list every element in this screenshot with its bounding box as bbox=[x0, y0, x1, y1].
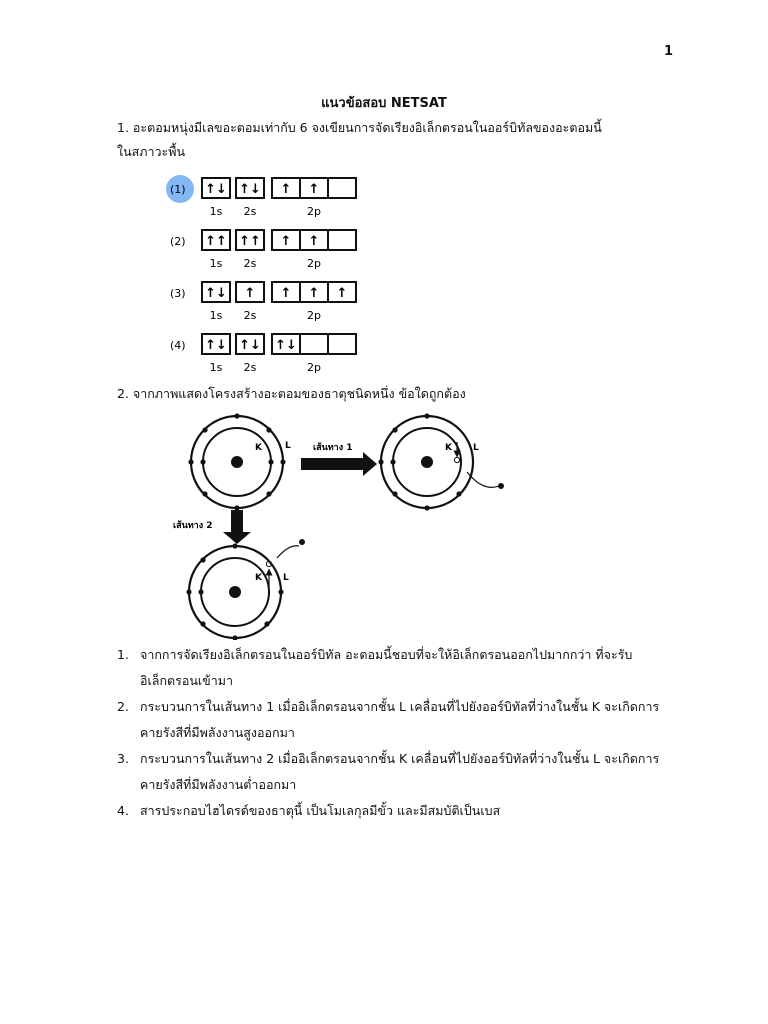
electron-arrows: ↑ bbox=[280, 182, 292, 197]
page-title: แนวข้อสอบ NETSAT bbox=[321, 96, 447, 111]
shell-k-label-3: K bbox=[255, 573, 262, 583]
orbital-sublabel: 1s bbox=[209, 205, 223, 218]
electron-arrows: ↑↓ bbox=[205, 286, 227, 301]
orbital-option-3 bbox=[170, 282, 356, 322]
electron-arrows: ↑↓ bbox=[239, 338, 261, 353]
electron-arrows: ↑ bbox=[308, 234, 320, 249]
choice-3 bbox=[117, 746, 697, 798]
choice-number: 2. bbox=[117, 699, 129, 714]
electron-arrows: ↑ bbox=[308, 182, 320, 197]
choice-number: 3. bbox=[117, 751, 129, 766]
shell-l-label: L bbox=[285, 441, 291, 451]
shell-l-label-2: L bbox=[473, 443, 479, 453]
electron-arrows: ↑ bbox=[280, 286, 292, 301]
choice-1 bbox=[117, 642, 697, 694]
orbital-sublabel: 1s bbox=[209, 309, 223, 322]
orbital-options-diagram bbox=[150, 168, 380, 378]
orbital-box bbox=[328, 334, 356, 354]
choice-line: คายรังสีที่มีพลังงานต่ำออกมา bbox=[140, 777, 297, 792]
orbital-box bbox=[328, 230, 356, 250]
orbital-option-2 bbox=[170, 230, 356, 270]
choice-2 bbox=[117, 694, 697, 746]
question-2: 2. จากภาพแสดงโครงสร้างอะตอมของธาตุชนิดหนึ่ง ข้อใดถูกต้อง bbox=[117, 386, 466, 401]
orbital-sublabel: 2s bbox=[243, 257, 257, 270]
orbital-sublabel: 2s bbox=[243, 205, 257, 218]
question-1-line-2: ในสภาวะพื้น bbox=[117, 144, 186, 159]
atom-route-1 bbox=[378, 413, 504, 510]
electron-arrows: ↑↑ bbox=[205, 234, 227, 249]
electron-arrows: ↑ bbox=[244, 286, 256, 301]
atom-route-2 bbox=[186, 539, 305, 640]
electron-arrows: ↑ bbox=[308, 286, 320, 301]
choice-line: กระบวนการในเส้นทาง 2 เมื่ออิเล็กตรอนจากชั้น K เคลื่อนที่ไปยังออร์บิทัลที่ว่างในชั้น L จะเกิดการ bbox=[140, 751, 660, 766]
route-1-label: เส้นทาง 1 bbox=[313, 443, 353, 453]
choice-line: จากการจัดเรียงอิเล็กตรอนในออร์บิทัล อะตอมนี้ชอบที่จะให้อิเล็กตรอนออกไปมากกว่า ที่จะรับ bbox=[140, 647, 633, 662]
orbital-option-4 bbox=[170, 334, 356, 374]
choice-4 bbox=[117, 798, 697, 824]
orbital-sublabel: 2s bbox=[243, 361, 257, 374]
shell-k-label-2: K bbox=[445, 443, 452, 453]
option-label: (3) bbox=[170, 287, 186, 300]
choice-line: คายรังสีที่มีพลังงานสูงออกมา bbox=[140, 725, 295, 740]
electron-arrows: ↑↓ bbox=[239, 182, 261, 197]
electron-arrows: ↑↓ bbox=[275, 338, 297, 353]
orbital-sublabel: 2p bbox=[307, 205, 321, 218]
choice-line: สารประกอบไฮไดรด์ของธาตุนี้ เป็นโมเลกุลมีขั้ว และมีสมบัติเป็นเบส bbox=[140, 803, 501, 818]
route-2-arrow bbox=[173, 510, 251, 544]
orbital-option-1 bbox=[166, 175, 356, 218]
choice-number: 1. bbox=[117, 647, 129, 662]
choice-line: อิเล็กตรอนเข้ามา bbox=[140, 673, 233, 688]
orbital-box bbox=[328, 178, 356, 198]
electron-arrows: ↑ bbox=[336, 286, 348, 301]
option-label: (4) bbox=[170, 339, 186, 352]
shell-l-label-3: L bbox=[283, 573, 289, 583]
atom-initial bbox=[188, 413, 291, 510]
question-1 bbox=[117, 116, 677, 164]
electron-arrows: ↑↑ bbox=[239, 234, 261, 249]
atom-structure-diagram bbox=[165, 410, 525, 640]
orbital-sublabel: 2p bbox=[307, 309, 321, 322]
electron-arrows: ↑↓ bbox=[205, 338, 227, 353]
page-number: 1 bbox=[664, 44, 674, 59]
choice-line: กระบวนการในเส้นทาง 1 เมื่ออิเล็กตรอนจากชั้น L เคลื่อนที่ไปยังออร์บิทัลที่ว่างในชั้น K จะเกิดการ bbox=[140, 699, 660, 714]
route-1-arrow bbox=[301, 442, 377, 476]
orbital-sublabel: 2p bbox=[307, 257, 321, 270]
question-1-line-1: 1. อะตอมหนุ่งมีเลขอะตอมเท่ากับ 6 จงเขียนการจัดเรียงอิเล็กตรอนในออร์บิทัลของอะตอมนี้ bbox=[117, 120, 602, 135]
orbital-box bbox=[300, 334, 328, 354]
orbital-sublabel: 1s bbox=[209, 361, 223, 374]
route-2-label: เส้นทาง 2 bbox=[173, 521, 213, 531]
option-label: (1) bbox=[170, 183, 186, 196]
shell-k-label: K bbox=[255, 443, 262, 453]
orbital-sublabel: 1s bbox=[209, 257, 223, 270]
choice-number: 4. bbox=[117, 803, 129, 818]
orbital-sublabel: 2s bbox=[243, 309, 257, 322]
electron-arrows: ↑ bbox=[280, 234, 292, 249]
orbital-sublabel: 2p bbox=[307, 361, 321, 374]
question-2-choices bbox=[117, 642, 697, 824]
option-label: (2) bbox=[170, 235, 186, 248]
electron-arrows: ↑↓ bbox=[205, 182, 227, 197]
